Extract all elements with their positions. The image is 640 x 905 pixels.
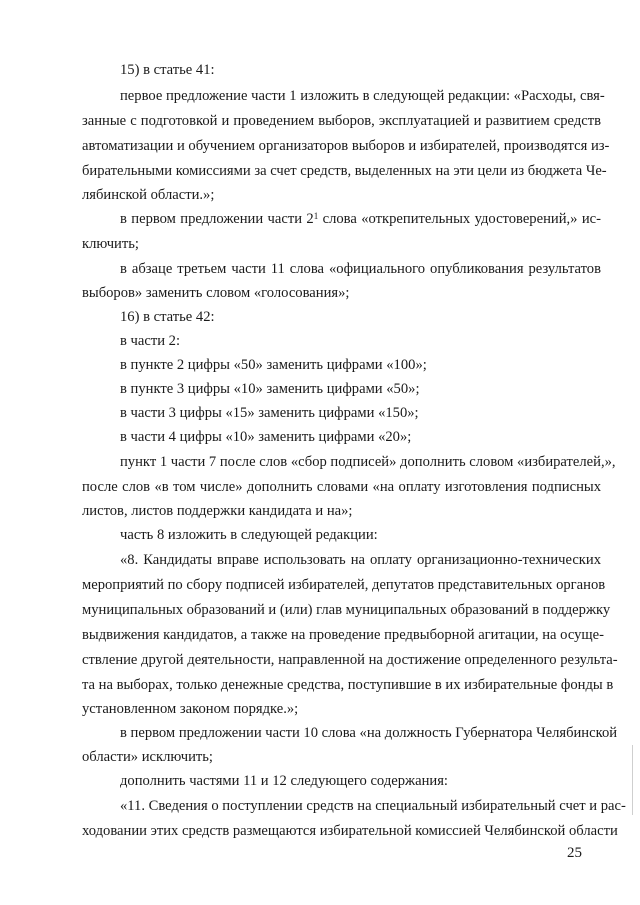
text-line: дополнить частями 11 и 12 следующего содержания: bbox=[120, 773, 448, 789]
text-line: часть 8 изложить в следующей редакции: bbox=[120, 527, 378, 543]
text-line: в пункте 3 цифры «10» заменить цифрами «50»; bbox=[120, 381, 420, 397]
text-line: ствление другой деятельности, направленной на достижение определенного результа- bbox=[82, 652, 618, 668]
text-line: после слов «в том числе» дополнить словами «на оплату изготовления подписных bbox=[82, 479, 601, 495]
text-line: лябинской области.»; bbox=[82, 187, 215, 203]
text-line: в части 3 цифры «15» заменить цифрами «150»; bbox=[120, 405, 419, 421]
text-line: выборов» заменить словом «голосования»; bbox=[82, 285, 350, 301]
text-line: в первом предложении части 10 слова «на должность Губернатора Челябинской bbox=[120, 725, 618, 741]
text-line: ключить; bbox=[82, 236, 139, 252]
text-line: в абзаце третьем части 11 слова «официального опубликования результатов bbox=[120, 261, 601, 277]
text-line: бирательными комиссиями за счет средств, выделенных на эти цели из бюджета Че- bbox=[82, 163, 607, 179]
superscript: 1 bbox=[313, 211, 319, 221]
text-line: мероприятий по сбору подписей избирателей, депутатов представительных органов bbox=[82, 577, 606, 593]
text-line: занные с подготовкой и проведением выборов, эксплуатацией и развитием средств bbox=[82, 113, 601, 129]
text-line: в части 4 цифры «10» заменить цифрами «20»; bbox=[120, 429, 412, 445]
text-line: первое предложение части 1 изложить в следующей редакции: «Расходы, свя- bbox=[120, 88, 605, 104]
text-line: области» исключить; bbox=[82, 749, 213, 765]
text-line: «8. Кандидаты вправе использовать на оплату организационно-технических bbox=[120, 552, 601, 568]
text-line: в первом предложении части $2^1$ слова «открепительных удостоверений,» ис- bbox=[120, 211, 601, 227]
text-line: 16) в статье 42: bbox=[120, 309, 215, 325]
page-number: 25 bbox=[567, 845, 582, 861]
text-line: выдвижения кандидатов, а также на проведение предвыборной агитации, на осуще- bbox=[82, 627, 604, 643]
text-line: листов, листов поддержки кандидата и на»; bbox=[82, 503, 353, 519]
text-line: в пункте 2 цифры «50» заменить цифрами «100»; bbox=[120, 357, 427, 373]
text-line: «11. Сведения о поступлении средств на специальный избирательный счет и рас- bbox=[120, 798, 626, 814]
text-line: ходовании этих средств размещаются избирательной комиссией Челябинской области bbox=[82, 823, 618, 839]
text-line: пункт 1 части 7 после слов «сбор подписей» дополнить словом «избирателей,», bbox=[120, 454, 616, 470]
text-line: 15) в статье 41: bbox=[120, 62, 215, 78]
text-line: автоматизации и обучением организаторов выборов и избирателей, производятся из- bbox=[82, 138, 610, 154]
text-line: установленном законом порядке.»; bbox=[82, 701, 299, 717]
text-line: муниципальных образований и (или) глав муниципальных образований в поддержку bbox=[82, 602, 611, 618]
scan-edge-mark bbox=[632, 745, 633, 815]
text-line: в части 2: bbox=[120, 333, 181, 349]
text-line: та на выборах, только денежные средства, поступившие в их избирательные фонды в bbox=[82, 677, 614, 693]
